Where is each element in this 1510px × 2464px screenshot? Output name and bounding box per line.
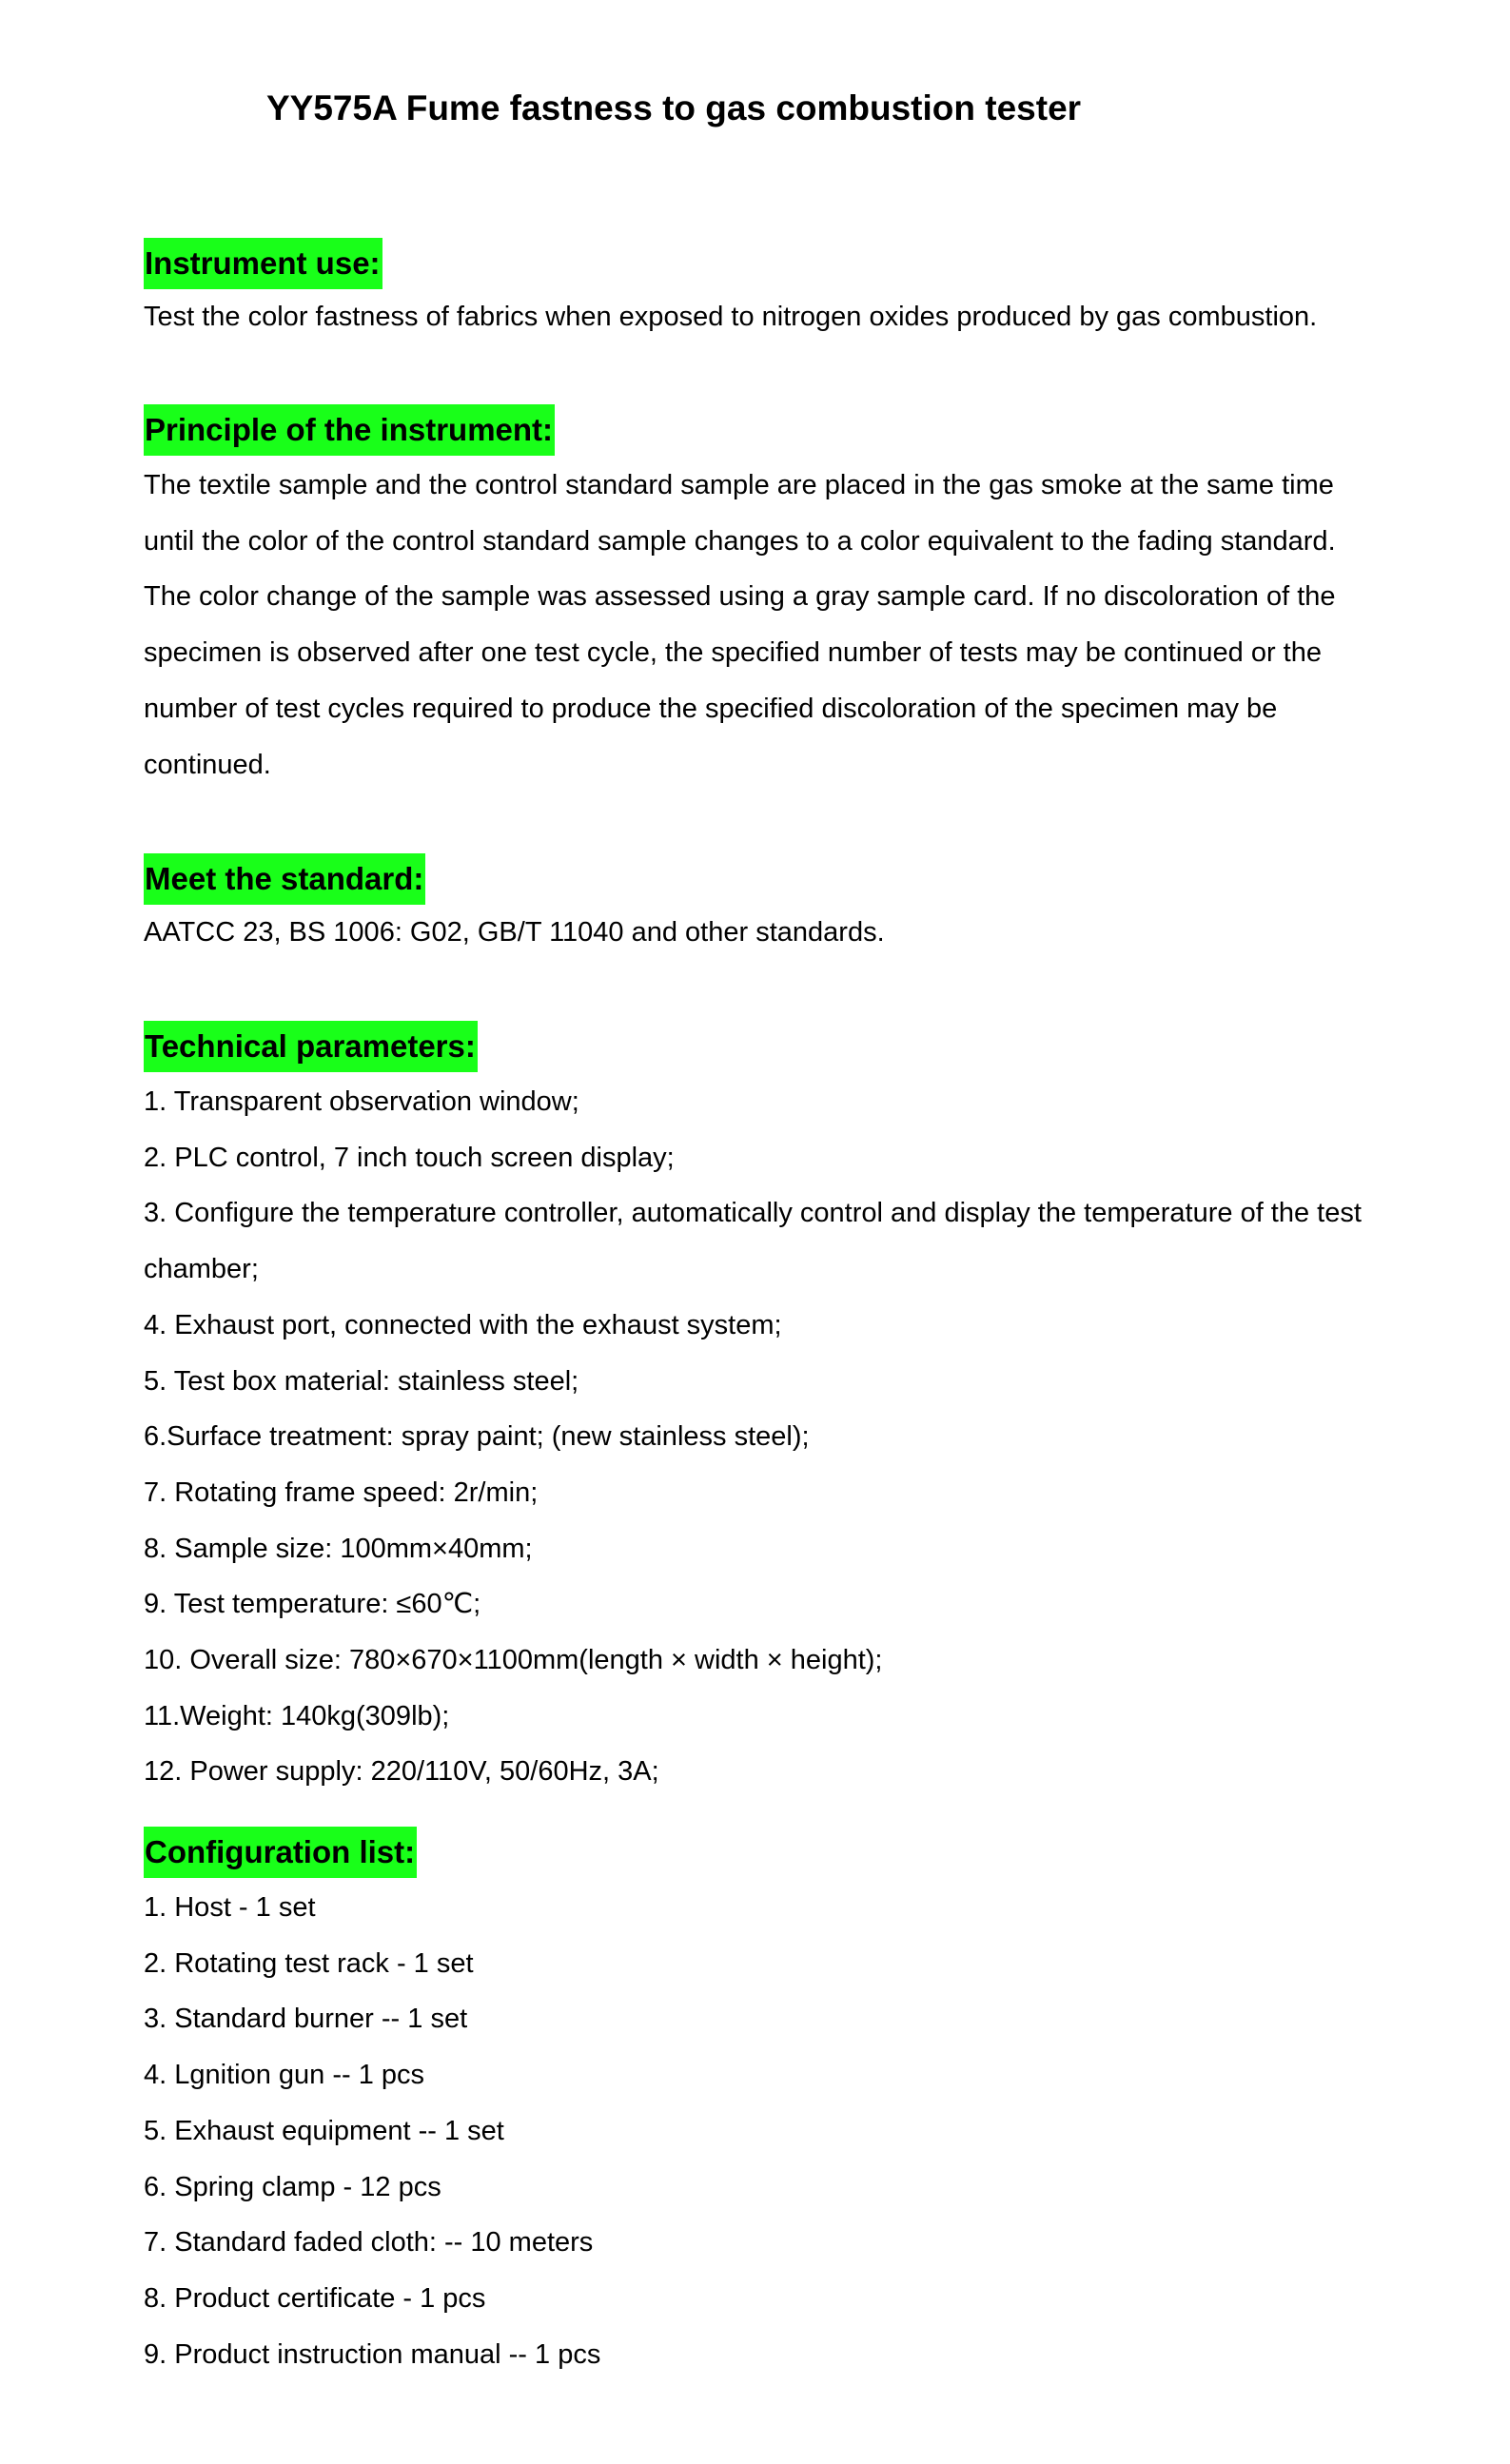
section-principle (144, 404, 1381, 792)
parameter-item: 10. Overall size: 780×670×1100mm(length × width × height); (144, 1645, 883, 1676)
configuration-item: 4. Lgnition gun -- 1 pcs (144, 2060, 425, 2091)
section-heading-configuration-list: Configuration list: (144, 1827, 417, 1878)
standard-text: AATCC 23, BS 1006: G02, GB/T 11040 and other standards. (144, 917, 885, 948)
parameter-item: 9. Test temperature: ≤60℃; (144, 1589, 481, 1620)
parameter-item: 12. Power supply: 220/110V, 50/60Hz, 3A; (144, 1756, 659, 1788)
section-heading-instrument-use: Instrument use: (144, 238, 382, 289)
configuration-item: 2. Rotating test rack - 1 set (144, 1947, 474, 1979)
configuration-item: 7. Standard faded cloth: -- 10 meters (144, 2227, 594, 2259)
configuration-list (144, 1880, 1381, 2382)
section-heading-technical-parameters: Technical parameters: (144, 1021, 478, 1072)
section-technical-parameters (144, 1021, 1381, 1800)
parameter-item: 7. Rotating frame speed: 2r/min; (144, 1476, 539, 1508)
section-heading-principle: Principle of the instrument: (144, 404, 555, 456)
parameter-item: 5. Test box material: stainless steel; (144, 1365, 579, 1397)
section-instrument-use (144, 238, 1381, 345)
section-heading-standard: Meet the standard: (144, 853, 425, 905)
instrument-use-text: Test the color fastness of fabrics when exposed to nitrogen oxides produced by gas combustion. (144, 302, 1318, 332)
parameter-item: 11.Weight: 140kg(309lb); (144, 1700, 450, 1731)
configuration-item: 6. Spring clamp - 12 pcs (144, 2171, 441, 2202)
section-standard (144, 853, 1381, 961)
configuration-item: 1. Host - 1 set (144, 1892, 316, 1923)
parameter-item: 3. Configure the temperature controller, automatically control and display the temperature of the test chamber; (144, 1198, 1362, 1285)
configuration-item: 8. Product certificate - 1 pcs (144, 2282, 486, 2314)
parameter-item: 6.Surface treatment: spray paint; (new stainless steel); (144, 1421, 810, 1453)
parameter-item: 2. PLC control, 7 inch touch screen display; (144, 1142, 675, 1173)
parameter-item: 1. Transparent observation window; (144, 1086, 579, 1117)
technical-parameters-list (144, 1074, 1381, 1800)
parameter-item: 4. Exhaust port, connected with the exhaust system; (144, 1309, 782, 1340)
section-configuration-list (144, 1827, 1381, 2382)
principle-text: The textile sample and the control standard sample are placed in the gas smoke at the same time until the color of the control standard sample changes to a color equivalent to the fading standard. The color change of the sample was assessed using a gray sample card. If no discoloration of the specimen is observed after one test cycle, the specified number of tests may be continued or the number of test cycles required to produce the specified discoloration of the specimen may be continued. (144, 470, 1336, 780)
parameter-item: 8. Sample size: 100mm×40mm; (144, 1533, 533, 1564)
document-title: YY575A Fume fastness to gas combustion tester (266, 88, 1082, 127)
configuration-item: 9. Product instruction manual -- 1 pcs (144, 2338, 601, 2370)
configuration-item: 3. Standard burner -- 1 set (144, 2004, 468, 2035)
configuration-item: 5. Exhaust equipment -- 1 set (144, 2115, 504, 2146)
